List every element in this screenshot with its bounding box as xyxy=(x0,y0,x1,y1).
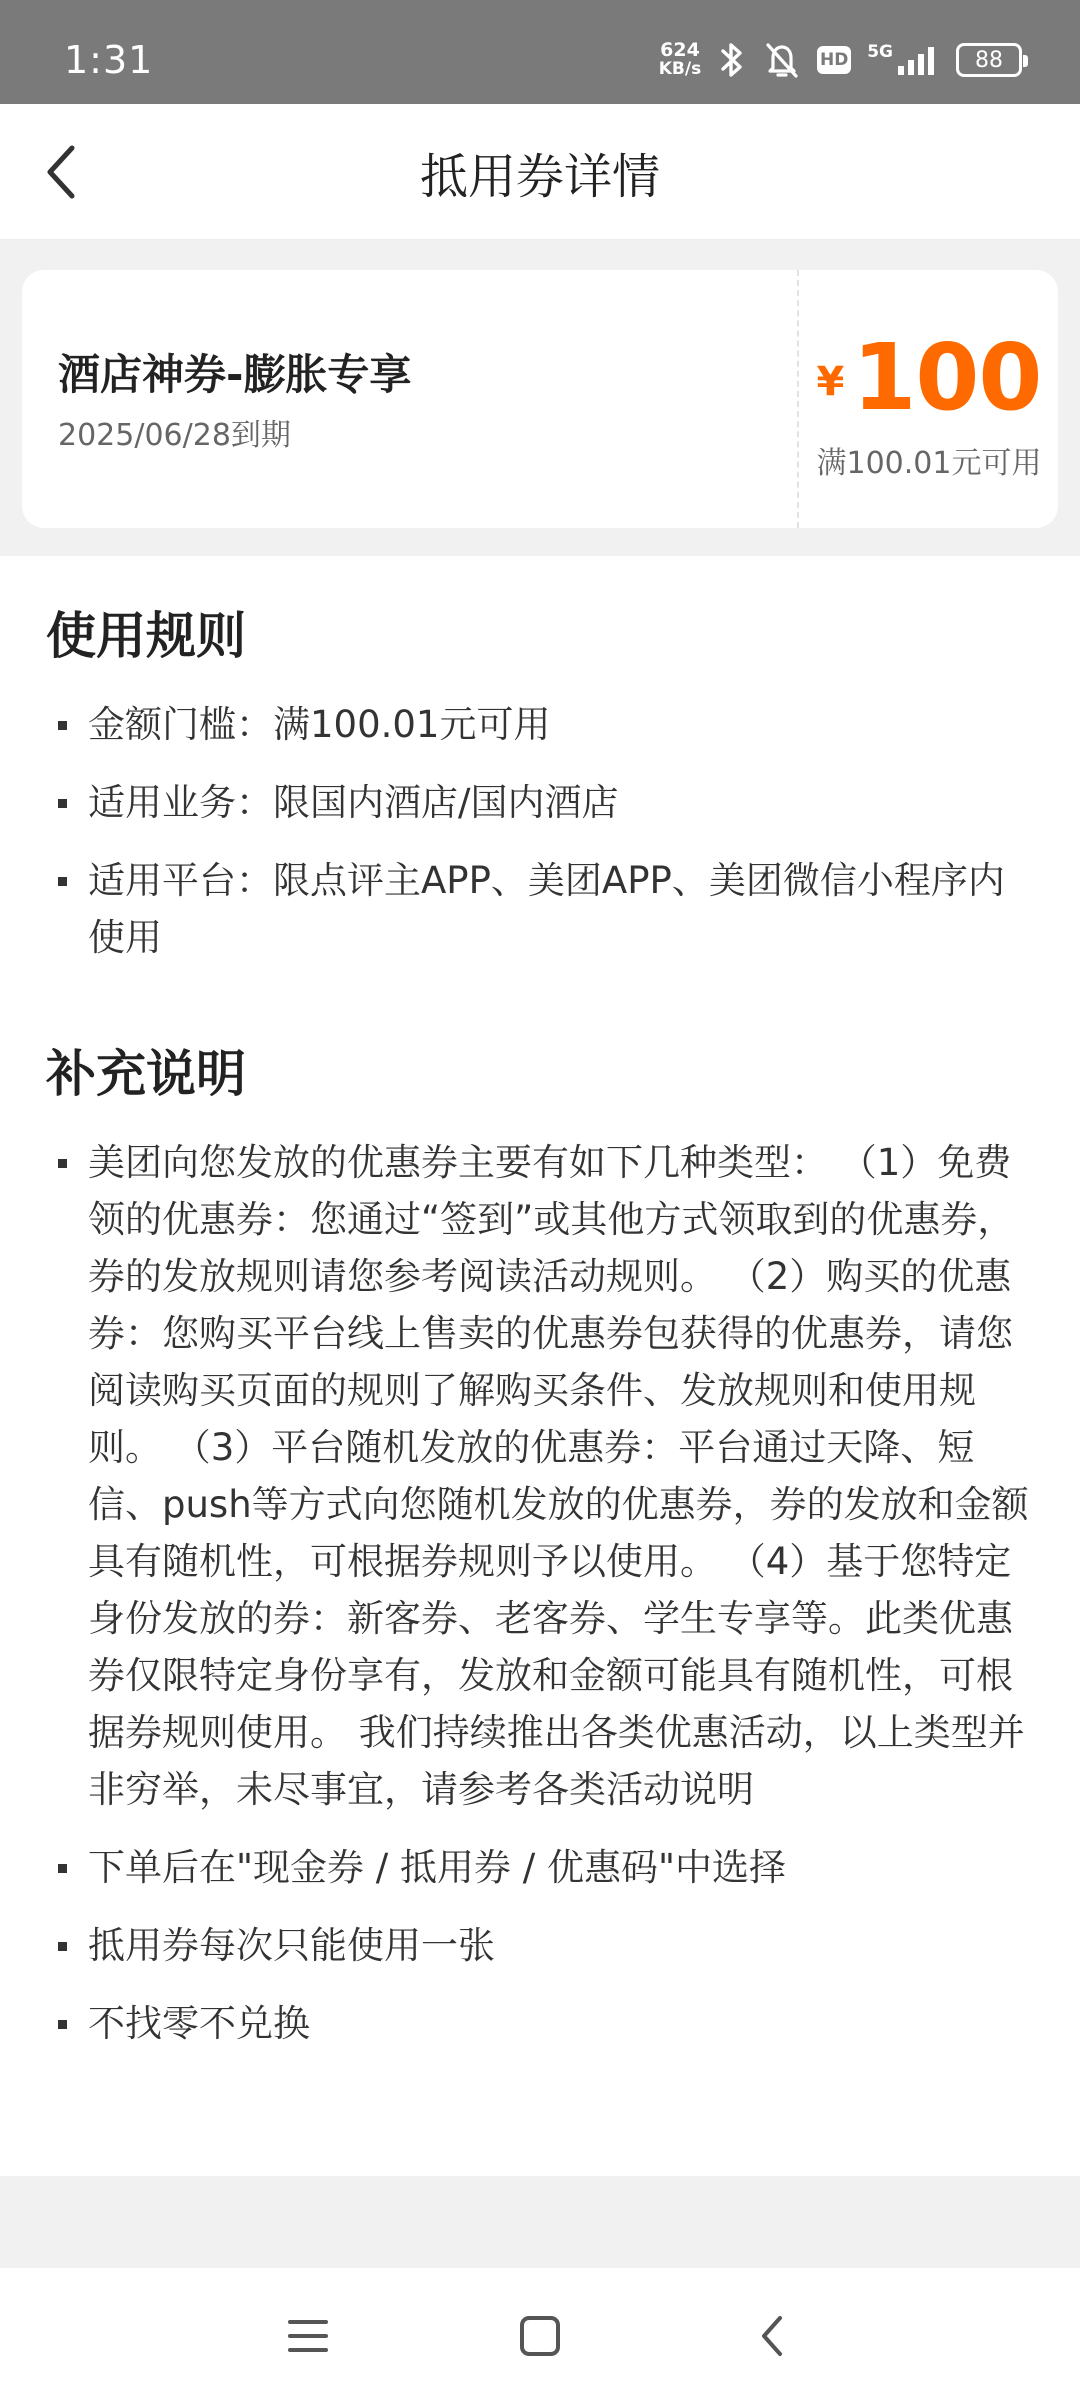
hd-badge: HD xyxy=(817,46,851,74)
coupon-price xyxy=(800,324,1058,431)
back-key[interactable] xyxy=(742,2306,802,2366)
currency-symbol: ¥ xyxy=(816,359,845,405)
coupon-area xyxy=(0,240,1080,556)
supplement-item: 下单后在"现金券 / 抵用券 / 优惠码"中选择 xyxy=(46,1839,1034,1896)
bell-off-icon xyxy=(763,40,801,80)
rules-area xyxy=(0,556,1080,2176)
supplement-item: 抵用券每次只能使用一张 xyxy=(46,1917,1034,1974)
usage-rule-item: 适用业务：限国内酒店/国内酒店 xyxy=(46,774,1034,831)
coupon-amount: 100 xyxy=(852,324,1042,431)
status-time: 1:31 xyxy=(64,38,154,82)
signal-bars-icon xyxy=(896,44,940,76)
square-home-icon xyxy=(518,2314,562,2358)
coupon-divider xyxy=(797,270,799,528)
network-speed-unit: KB/s xyxy=(658,59,702,79)
usage-rules-title: 使用规则 xyxy=(46,607,246,665)
network-speed-value: 624 xyxy=(660,39,700,61)
status-bar xyxy=(0,0,1080,104)
menu-icon xyxy=(286,2316,330,2356)
status-icons xyxy=(659,38,1022,82)
supplement-item: 不找零不兑换 xyxy=(46,1995,1034,2052)
usage-rule-item: 金额门槛：满100.01元可用 xyxy=(46,696,1034,753)
signal-indicator xyxy=(867,44,940,76)
usage-rule-item: 适用平台：限点评主APP、美团APP、美团微信小程序内使用 xyxy=(46,852,1034,966)
back-triangle-icon xyxy=(754,2312,790,2360)
bluetooth-icon xyxy=(717,40,747,80)
network-speed xyxy=(659,41,701,79)
supplement-item: 美团向您发放的优惠券主要有如下几种类型： （1）免费领的优惠券：您通过“签到”或其他方式领取到的优惠券，券的发放规则请您参考阅读活动规则。 （2）购买的优惠券：您购买平台线上售卖的优惠券包获得的优惠券，请您阅读购买页面的规则了解购买条件、发放规则和使用规则。 （3）平台随机发放的优惠券：平台通过天降、短信、push等方式向您随机发放的优惠券，券的发放和金额具有随机性，可根据券规则予以使用。 （4）基于您特定身份发放的券：新客券、老客券、学生专享等。此类优惠券仅限特定身份享有，发放和金额可能具有随机性，可根据券规则使用。 我们持续推出各类优惠活动，以上类型并非穷举，未尽事宜，请参考各类活动说明 xyxy=(46,1134,1034,1818)
bottom-spacer xyxy=(0,2176,1080,2268)
battery-indicator: 88 xyxy=(956,43,1022,77)
system-nav-bar xyxy=(0,2268,1080,2400)
supplement-list xyxy=(46,1134,1034,2052)
home-key[interactable] xyxy=(510,2306,570,2366)
menu-key[interactable] xyxy=(278,2306,338,2366)
coupon-card xyxy=(22,270,1058,528)
coupon-threshold: 满100.01元可用 xyxy=(816,446,1042,481)
page-title: 抵用券详情 xyxy=(419,149,660,205)
coupon-expiry: 2025/06/28到期 xyxy=(58,418,291,453)
supplement-title: 补充说明 xyxy=(46,1045,246,1103)
coupon-name: 酒店神券-膨胀专享 xyxy=(58,350,412,399)
usage-rules-list xyxy=(46,696,1034,966)
network-type: 5G xyxy=(867,42,893,62)
nav-bar xyxy=(0,104,1080,240)
